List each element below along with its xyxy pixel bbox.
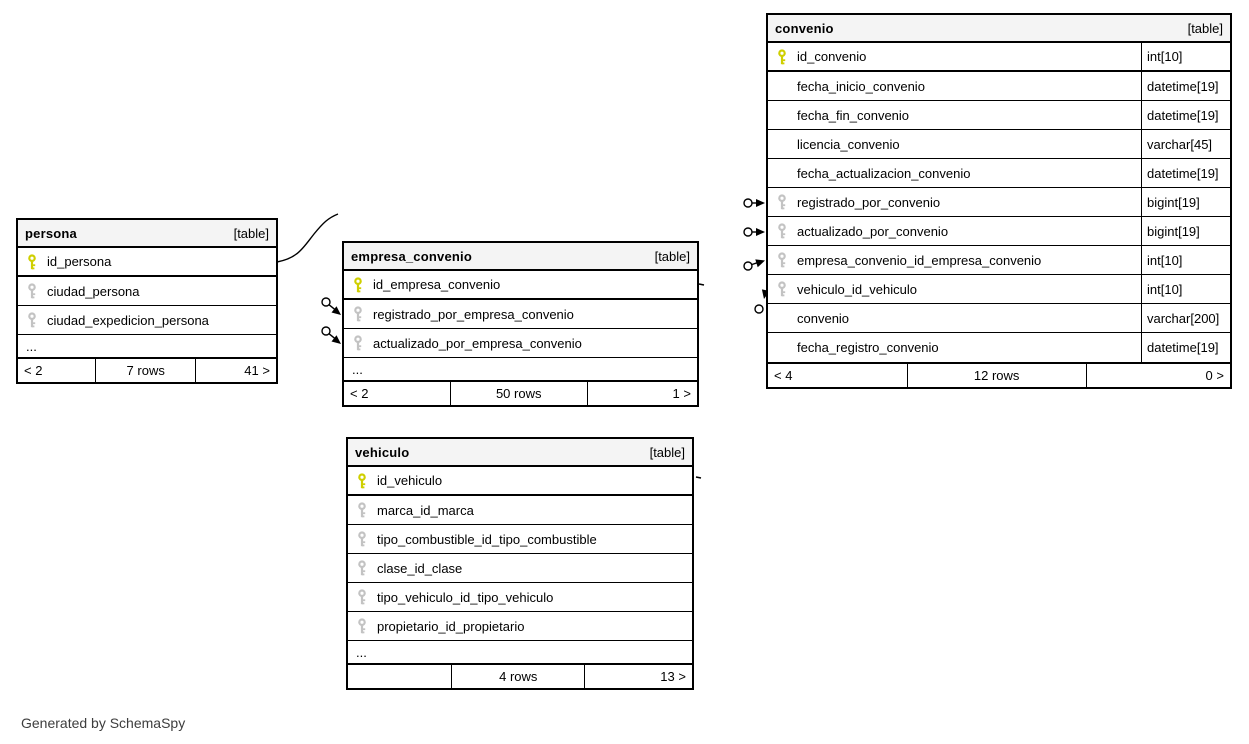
column-row-propietario_id_propietario[interactable] [348, 612, 692, 641]
footer-row-count: 4 rows [451, 665, 585, 688]
footer-prev-count: < 2 [24, 363, 43, 378]
column-name: fecha_registro_convenio [797, 340, 939, 355]
table-header-vehiculo[interactable] [348, 439, 692, 467]
column-type: bigint[19] [1141, 188, 1230, 216]
table-tag: [table] [649, 444, 685, 460]
column-type: datetime[19] [1141, 333, 1230, 362]
column-row-id_persona[interactable] [18, 248, 276, 277]
connector-empresa-actualizado [322, 327, 341, 344]
footer-row-count: 7 rows [95, 359, 196, 382]
column-row-marca_id_marca[interactable] [348, 496, 692, 525]
foreign-key-icon [356, 502, 368, 518]
primary-key-icon [352, 277, 364, 293]
column-name: fecha_inicio_convenio [797, 78, 925, 94]
column-row-fecha_actualizacion_convenio[interactable] [768, 159, 1230, 188]
column-name: id_empresa_convenio [373, 277, 501, 292]
footer-next-count: 0 > [1205, 368, 1224, 383]
column-name: empresa_convenio_id_empresa_convenio [797, 252, 1042, 268]
table-name: vehiculo [355, 444, 410, 460]
foreign-key-icon [26, 283, 38, 299]
column-row-actualizado_por_convenio[interactable] [768, 217, 1230, 246]
column-row-id_empresa_convenio[interactable] [344, 271, 697, 300]
column-row-fecha_inicio_convenio[interactable] [768, 72, 1230, 101]
columns-ellipsis-row [344, 358, 697, 380]
connector-convenio-registrado [744, 199, 765, 207]
table-node-persona[interactable] [16, 218, 278, 384]
column-name: id_vehiculo [377, 473, 443, 488]
column-name: fecha_actualizacion_convenio [797, 165, 971, 181]
connector-empresa-registrado [322, 298, 341, 315]
table-tag: [table] [654, 248, 690, 264]
column-row-actualizado_por_empresa_convenio[interactable] [344, 329, 697, 358]
footer-row-count: 50 rows [450, 382, 588, 405]
column-type: int[10] [1141, 246, 1230, 274]
column-type: int[10] [1141, 43, 1230, 70]
connector-convenio-actualizado [744, 228, 765, 236]
column-row-empresa_convenio_id_empresa_convenio[interactable] [768, 246, 1230, 275]
foreign-key-icon [352, 335, 364, 351]
table-tag: [table] [1187, 20, 1223, 36]
column-name: registrado_por_empresa_convenio [373, 306, 574, 322]
column-row-registrado_por_empresa_convenio[interactable] [344, 300, 697, 329]
column-name: ... [352, 361, 363, 377]
column-name: marca_id_marca [377, 502, 474, 518]
footer-row-count: 12 rows [907, 364, 1087, 387]
generated-by-note: Generated by SchemaSpy [21, 715, 186, 731]
column-type: bigint[19] [1141, 217, 1230, 245]
column-type: int[10] [1141, 275, 1230, 303]
edge-persona-id-persona [277, 214, 338, 262]
table-node-convenio[interactable] [766, 13, 1232, 389]
foreign-key-icon [356, 531, 368, 547]
column-name: ciudad_persona [47, 283, 140, 299]
primary-key-icon [776, 49, 788, 65]
footer-prev-count: < 2 [350, 386, 369, 401]
column-name: ... [26, 338, 37, 354]
column-row-id_vehiculo[interactable] [348, 467, 692, 496]
column-row-fecha_registro_convenio[interactable] [768, 333, 1230, 362]
column-name: id_convenio [797, 49, 867, 64]
foreign-key-icon [356, 560, 368, 576]
table-footer [18, 357, 276, 382]
foreign-key-icon [356, 589, 368, 605]
column-name: clase_id_clase [377, 560, 463, 576]
column-row-registrado_por_convenio[interactable] [768, 188, 1230, 217]
footer-next-count: 13 > [660, 669, 686, 684]
foreign-key-icon [352, 306, 364, 322]
table-node-empresa-convenio[interactable] [342, 241, 699, 407]
foreign-key-icon [776, 194, 788, 210]
table-header-persona[interactable] [18, 220, 276, 248]
column-row-id_convenio[interactable] [768, 43, 1230, 72]
table-header-empresa_convenio[interactable] [344, 243, 697, 271]
column-name: actualizado_por_convenio [797, 223, 949, 239]
footer-next-count: 1 > [672, 386, 691, 401]
column-name: fecha_fin_convenio [797, 107, 910, 123]
column-row-clase_id_clase[interactable] [348, 554, 692, 583]
column-name: id_persona [47, 254, 112, 269]
foreign-key-icon [26, 312, 38, 328]
column-type: varchar[200] [1141, 304, 1230, 332]
footer-prev-count: < 4 [774, 368, 793, 383]
column-name: licencia_convenio [797, 136, 900, 152]
columns-ellipsis-row [18, 335, 276, 357]
foreign-key-icon [776, 223, 788, 239]
column-row-ciudad_expedicion_persona[interactable] [18, 306, 276, 335]
table-name: empresa_convenio [351, 248, 472, 264]
primary-key-icon [356, 473, 368, 489]
column-type: datetime[19] [1141, 72, 1230, 100]
edge-stub-empresa-id [699, 284, 704, 285]
column-row-fecha_fin_convenio[interactable] [768, 101, 1230, 130]
footer-prev-count [348, 665, 451, 688]
column-row-licencia_convenio[interactable] [768, 130, 1230, 159]
column-name: tipo_vehiculo_id_tipo_vehiculo [377, 589, 554, 605]
column-row-ciudad_persona[interactable] [18, 277, 276, 306]
column-name: ciudad_expedicion_persona [47, 312, 209, 328]
column-name: actualizado_por_empresa_convenio [373, 335, 582, 351]
table-name: persona [25, 225, 77, 241]
foreign-key-icon [776, 281, 788, 297]
column-name: registrado_por_convenio [797, 194, 941, 210]
column-type: datetime[19] [1141, 101, 1230, 129]
column-name: propietario_id_propietario [377, 618, 525, 634]
column-row-tipo_combustible_id_tipo_combustible[interactable] [348, 525, 692, 554]
column-name: convenio [797, 310, 850, 326]
column-name: tipo_combustible_id_tipo_combustible [377, 531, 597, 547]
edge-stub-vehiculo-id [696, 477, 701, 478]
column-type: datetime[19] [1141, 159, 1230, 187]
column-row-convenio[interactable] [768, 304, 1230, 333]
column-row-vehiculo_id_vehiculo[interactable] [768, 275, 1230, 304]
footer-next-count: 41 > [244, 363, 270, 378]
column-name: vehiculo_id_vehiculo [797, 281, 917, 297]
column-name: ... [356, 644, 367, 660]
connector-convenio-empresa-id [744, 259, 765, 270]
columns-ellipsis-row [348, 641, 692, 663]
table-header-convenio[interactable] [768, 15, 1230, 43]
table-name: convenio [775, 20, 834, 36]
table-footer [768, 362, 1230, 387]
primary-key-icon [26, 254, 38, 270]
table-footer [344, 380, 697, 405]
foreign-key-icon [776, 252, 788, 268]
table-footer [348, 663, 692, 688]
table-tag: [table] [233, 225, 269, 241]
foreign-key-icon [356, 618, 368, 634]
table-node-vehiculo[interactable] [346, 437, 694, 690]
column-type: varchar[45] [1141, 130, 1230, 158]
column-row-tipo_vehiculo_id_tipo_vehiculo[interactable] [348, 583, 692, 612]
